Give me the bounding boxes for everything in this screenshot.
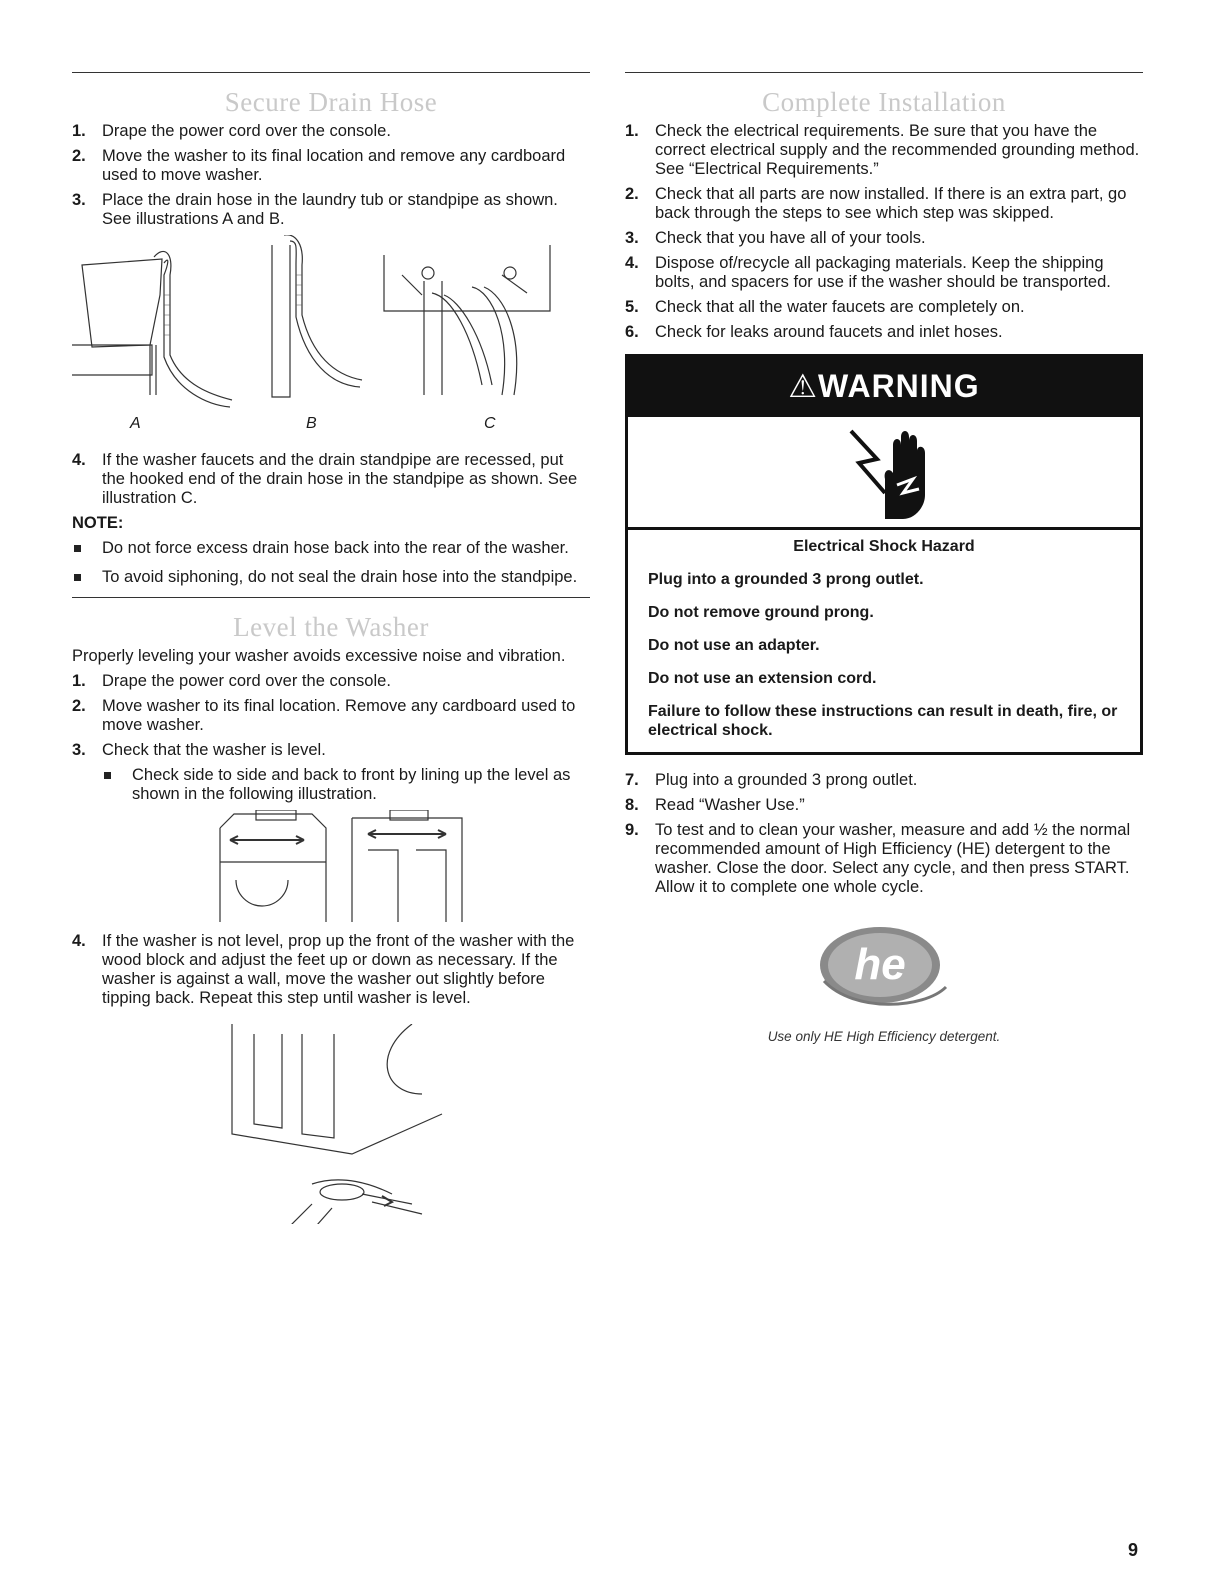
list-item (625, 254, 1143, 292)
list-item (625, 771, 1143, 790)
level-illustration (72, 810, 590, 922)
he-logo-icon (814, 921, 954, 1011)
list-item (625, 323, 1143, 342)
step-number: 4. (72, 451, 86, 469)
drain-hose-drawing (72, 235, 590, 435)
secure-steps-list (72, 122, 590, 229)
step-number: 1. (72, 672, 86, 690)
step-number: 3. (72, 741, 86, 759)
step-number: 3. (625, 229, 639, 247)
step-number: 4. (72, 932, 86, 950)
step-text: Move washer to its final location. Remove any cardboard used to move washer. (102, 697, 576, 734)
left-column (72, 72, 590, 1224)
list-item (72, 932, 590, 1008)
list-item (625, 229, 1143, 248)
secure-drain-hose-title: Secure Drain Hose (224, 87, 438, 117)
warning-box (625, 354, 1143, 755)
step-text: Check for leaks around faucets and inlet hoses. (655, 323, 1003, 341)
figure-label-c: C (484, 415, 496, 432)
bullet-icon (74, 545, 81, 552)
section-divider (625, 72, 1143, 73)
step-number: 2. (625, 185, 639, 203)
sub-bullet-text: Check side to side and back to front by lining up the level as shown in the following illustration. (132, 766, 571, 803)
list-item (625, 796, 1143, 815)
list-item (625, 298, 1143, 317)
warning-line: Plug into a grounded 3 prong outlet. (648, 571, 924, 588)
list-item (72, 147, 590, 185)
step-number: 3. (72, 191, 86, 209)
section-divider (72, 597, 590, 598)
warning-line: Do not use an adapter. (648, 637, 820, 654)
list-item (72, 539, 590, 558)
list-item (72, 697, 590, 735)
step-number: 2. (72, 147, 86, 165)
step-number: 5. (625, 298, 639, 316)
warning-heading: ⚠WARNING (628, 357, 1140, 417)
level-washer-title: Level the Washer (233, 612, 429, 642)
level-intro: Properly leveling your washer avoids excessive noise and vibration. (72, 647, 566, 665)
step-text: If the washer is not level, prop up the front of the washer with the wood block and adjust the feet up or down as necessary. If the washer is against a wall, move the washer out slightly before tipping back. Repeat this step until washer is level. (102, 932, 575, 1007)
list-item (72, 741, 590, 760)
note-heading: NOTE: (72, 514, 124, 532)
page-number: 9 (1128, 1540, 1139, 1560)
step-number: 1. (625, 122, 639, 140)
level-sub-bullet (102, 766, 590, 804)
secure-step-4 (72, 451, 590, 508)
level-steps-list (72, 672, 590, 760)
list-item (625, 122, 1143, 179)
step-number: 9. (625, 821, 639, 839)
washer-level-drawing (72, 810, 590, 922)
step-number: 1. (72, 122, 86, 140)
figure-label-a: A (130, 415, 141, 432)
step-text: Check that all the water faucets are completely on. (655, 298, 1025, 316)
note-text: To avoid siphoning, do not seal the drain hose into the standpipe. (102, 568, 578, 586)
figure-label-b: B (306, 415, 317, 432)
notes-list (72, 539, 590, 587)
step-text: Plug into a grounded 3 prong outlet. (655, 771, 918, 789)
list-item (72, 122, 590, 141)
step-number: 2. (72, 697, 86, 715)
step-number: 6. (625, 323, 639, 341)
bullet-icon (104, 772, 111, 779)
warning-title: Electrical Shock Hazard (793, 538, 975, 555)
complete-installation-title: Complete Installation (762, 87, 1006, 117)
step-text: Place the drain hose in the laundry tub or standpipe as shown. See illustrations A and B. (102, 191, 558, 228)
he-logo-text: he (854, 940, 906, 989)
note-text: Do not force excess drain hose back into the rear of the washer. (102, 539, 569, 557)
step-text: Read “Washer Use.” (655, 796, 805, 814)
drain-hose-illustration (72, 235, 590, 435)
step-text: To test and to clean your washer, measure and add ½ the normal recommended amount of High Efficiency (HE) detergent to the washer. Close the door. Select any cycle, and then press START. Allow it to complete one whole cycle. (655, 821, 1131, 896)
step-number: 7. (625, 771, 639, 789)
step-text: Drape the power cord over the console. (102, 122, 391, 140)
list-item (72, 451, 590, 508)
step-text: Check the electrical requirements. Be sure that you have the correct electrical supply and the recommended grounding method. See “Electrical Requirements.” (655, 122, 1140, 178)
warning-line: Failure to follow these instructions can result in death, fire, or electrical shock. (648, 703, 1118, 739)
warning-line: Do not remove ground prong. (648, 604, 874, 621)
step-number: 8. (625, 796, 639, 814)
he-logo-area (625, 921, 1143, 1021)
he-caption: Use only HE High Efficiency detergent. (767, 1029, 1001, 1044)
step-number: 4. (625, 254, 639, 272)
list-item (72, 191, 590, 229)
foot-adjust-drawing (72, 1024, 590, 1224)
shock-hazard-icon (837, 423, 937, 523)
step-text: Dispose of/recycle all packaging materials. Keep the shipping bolts, and spacers for use if the washer should be transported. (655, 254, 1111, 291)
list-item (625, 185, 1143, 223)
wood-block-illustration (72, 1024, 590, 1224)
warning-icon-area (628, 417, 1140, 530)
complete-steps-list (625, 122, 1143, 342)
warning-line: Do not use an extension cord. (648, 670, 877, 687)
list-item (72, 568, 590, 587)
step-text: Drape the power cord over the console. (102, 672, 391, 690)
warning-body (628, 530, 1140, 752)
list-item (72, 672, 590, 691)
level-step-4 (72, 932, 590, 1008)
step-text: Check that the washer is level. (102, 741, 326, 759)
step-text: Move the washer to its final location and remove any cardboard used to move washer. (102, 147, 566, 184)
step-text: Check that you have all of your tools. (655, 229, 926, 247)
list-item (625, 821, 1143, 897)
more-steps-list (625, 771, 1143, 897)
bullet-icon (74, 574, 81, 581)
right-column (625, 72, 1143, 1044)
step-text: Check that all parts are now installed. If there is an extra part, go back through the steps to see which step was skipped. (655, 185, 1127, 222)
step-text: If the washer faucets and the drain standpipe are recessed, put the hooked end of the drain hose in the standpipe as shown. See illustration C. (102, 451, 578, 507)
section-divider (72, 72, 590, 73)
